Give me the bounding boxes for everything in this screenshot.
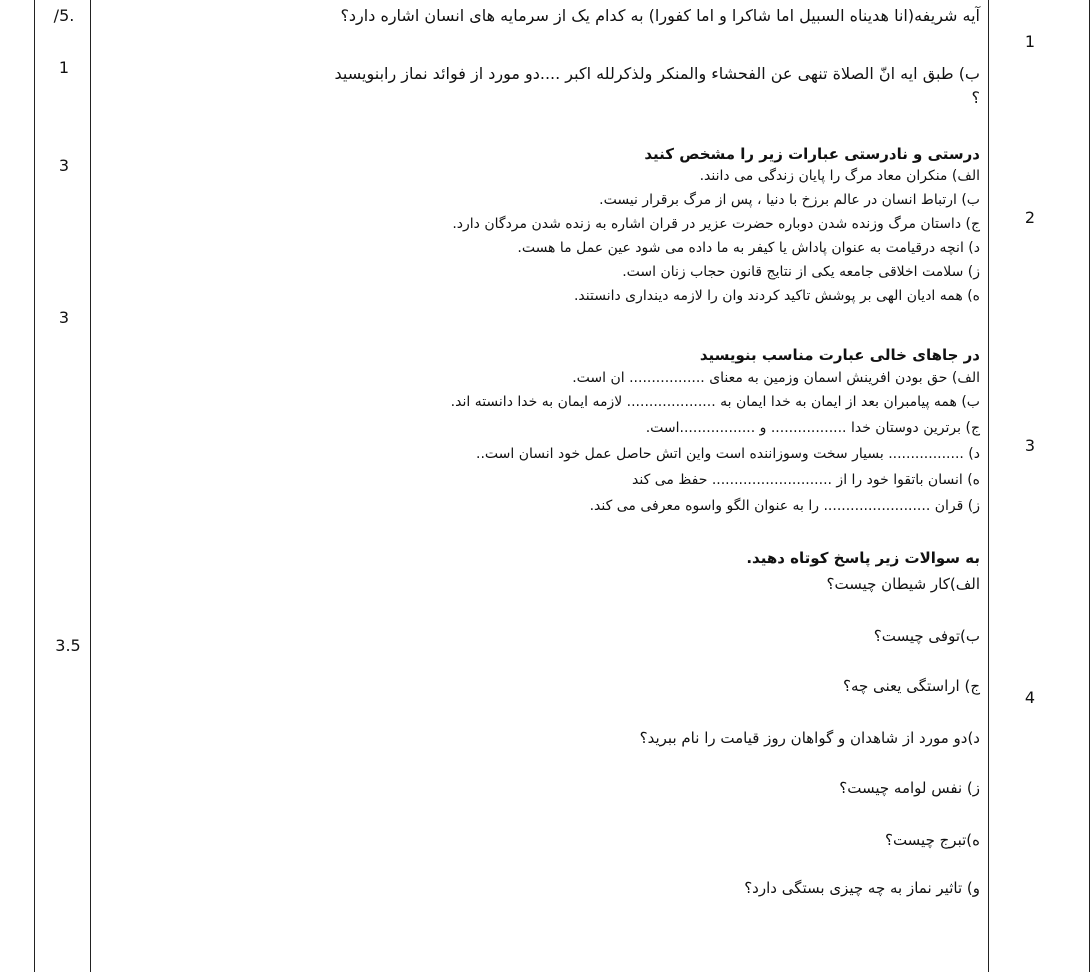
- score-q4: 3.5: [55, 636, 81, 655]
- row-number-2: 2: [1024, 208, 1036, 227]
- q4-item-5: ز) نفس لوامه چیست؟: [839, 779, 980, 797]
- q2-item-2: ب) ارتباط انسان در عالم برزخ با دنیا ، پس از مرگ برقرار نیست.: [599, 192, 980, 208]
- score-q2: 3: [58, 156, 70, 175]
- q2-item-1: الف) منکران معاد مرگ را پایان زندگی می دانند.: [699, 168, 980, 184]
- q3-title: در جاهای خالی عبارت مناسب بنویسید: [699, 346, 980, 364]
- q4-item-2: ب)توفی چیست؟: [873, 627, 980, 645]
- q4-item-1: الف)کار شیطان چیست؟: [826, 575, 980, 593]
- q1-line-b-cont: ؟: [971, 88, 980, 107]
- row-number-1: 1: [1024, 32, 1036, 51]
- q2-title: درستی و نادرستی عبارات زیر را مشخص کنید: [644, 145, 980, 163]
- q4-title: به سوالات زیر پاسخ کوتاه دهید.: [746, 549, 980, 567]
- q2-item-3: ج) داستان مرگ وزنده شدن دوباره حضرت عزیر در قران اشاره به زنده شدن مردگان دارد.: [452, 216, 980, 232]
- score-column-divider: [90, 0, 91, 972]
- q3-item-2: ب) همه پیامبران بعد از ایمان به خدا ایمان به .................... لازمه ایمان به خدا دانسته اند.: [450, 394, 980, 410]
- score-q1b: 1: [58, 58, 70, 77]
- q1-line-a: آیه شریفه(انا هدیناه السبیل اما شاکرا و اما کفورا) به کدام یک از سرمایه های انسان اشاره دارد؟: [340, 6, 980, 25]
- q3-item-1: الف) حق بودن افرینش اسمان وزمین به معنای ................. ان است.: [572, 370, 980, 386]
- q3-item-5: ه) انسان باتقوا خود را از ........................... حفظ می کند: [632, 472, 980, 488]
- q4-item-4: د)دو مورد از شاهدان و گواهان روز قیامت را نام ببرید؟: [639, 729, 980, 747]
- score-q1a: /5.: [53, 6, 75, 25]
- q2-item-4: د) انچه درقیامت به عنوان پاداش یا کیفر به ما داده می شود عین عمل ما هست.: [517, 240, 980, 256]
- row-number-column-divider: [988, 0, 989, 972]
- q4-item-3: ج) اراستگی یعنی چه؟: [842, 677, 980, 695]
- q3-item-6: ز) قران ........................ را به عنوان الگو واسوه معرفی می کند.: [589, 498, 980, 514]
- table-border-left: [34, 0, 35, 972]
- row-number-4: 4: [1024, 688, 1036, 707]
- q3-item-4: د) ................. بسیار سخت وسوزاننده است واین اتش حاصل عمل خود انسان است..: [476, 446, 980, 462]
- q1-line-b: ب) طبق ایه انّ الصلاة تنهی عن الفحشاء والمنکر ولذکرلله اکبر ....دو مورد از فوائد نماز رابنویسید: [334, 64, 980, 83]
- score-q3: 3: [58, 308, 70, 327]
- q4-item-7: و) تاثیر نماز به چه چیزی بستگی دارد؟: [744, 879, 980, 897]
- q4-item-6: ه)تبرج چیست؟: [884, 831, 980, 849]
- q3-item-3: ج) برترین دوستان خدا ................. و .................است.: [645, 420, 980, 436]
- q2-item-6: ه) همه ادیان الهی بر پوشش تاکید کردند وان را لازمه دینداری دانستند.: [573, 288, 980, 304]
- q2-item-5: ز) سلامت اخلاقی جامعه یکی از نتایج قانون حجاب زنان است.: [622, 264, 980, 280]
- row-number-3: 3: [1024, 436, 1036, 455]
